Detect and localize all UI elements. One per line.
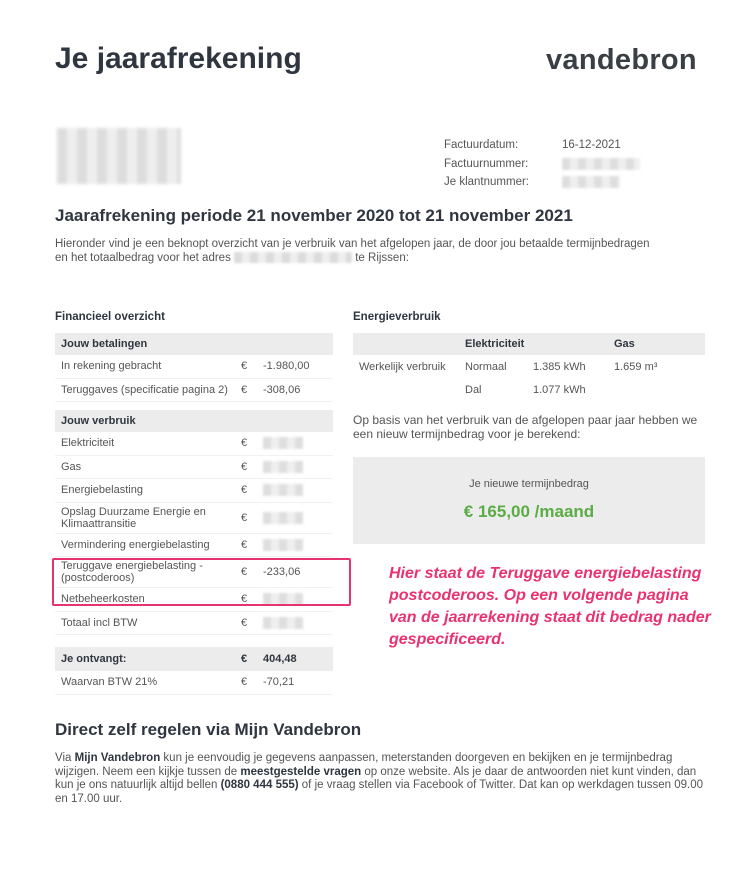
redacted-value — [263, 617, 303, 629]
self-service-heading: Direct zelf regelen via Mijn Vandebron — [55, 720, 362, 739]
vat-label: Waarvan BTW 21% — [61, 676, 158, 689]
table-row: In rekening gebracht € -1.980,00 — [55, 355, 333, 379]
table-row: Dal 1.077 kWh — [465, 383, 586, 396]
table-row: Vermindering energiebelasting € — [55, 534, 333, 558]
invoice-number-row — [444, 158, 640, 177]
col-gas: Gas — [614, 338, 635, 350]
table-row: Elektriciteit € — [55, 432, 333, 456]
invoice-date-row — [444, 139, 640, 158]
redacted-value — [263, 437, 303, 449]
self-service-text: Via Mijn Vandebron kun je eenvoudig je gegevens aanpassen, meterstanden doorgeven en bekijken en je termijnbedrag wijzigen. Neem een kijkje tussen de meestgestelde vragen op onze website. Als je daar de antwoorden niet kunt vinden, dan kun je ons natuurlijk altijd bellen (0880 444 555) of je vraag stellen via Facebook of Twitter. Dat kan op werkdagen tussen 09.00 en 17.00 uur. — [55, 752, 704, 805]
table-row-total: Totaal incl BTW € — [55, 612, 333, 636]
vat-row: Waarvan BTW 21% € -70,21 — [55, 671, 333, 695]
redacted-value — [263, 461, 303, 473]
invoice-date-value: 16-12-2021 — [562, 139, 621, 151]
energy-table — [353, 333, 705, 401]
redacted-customer-number — [562, 176, 620, 188]
financial-heading: Financieel overzicht — [55, 311, 165, 323]
summary-intro — [55, 237, 655, 265]
energy-table-header — [353, 333, 705, 355]
intro-text-before: Hieronder vind je een beknopt overzicht van je verbruik van het afgelopen jaar, de door jou betaalde termijnbedragen en het totaalbedrag voor het adres — [55, 238, 650, 264]
redacted-address — [57, 128, 181, 184]
usage-heading: Jouw verbruik — [55, 410, 333, 432]
table-row-teruggave: Teruggave energiebelasting - (postcoderoos) € -233,06 — [55, 557, 333, 588]
table-row: Werkelijk verbruik Normaal 1.385 kWh 1.659 m³ — [359, 360, 658, 373]
redacted-value — [263, 484, 303, 496]
table-row: Opslag Duurzame Energie en Klimaattransitie € — [55, 503, 333, 534]
table-row: Teruggaves (specificatie pagina 2) € -308,06 — [55, 379, 333, 403]
redacted-address-inline — [234, 252, 352, 263]
new-amount-label: Je nieuwe termijnbedrag — [469, 478, 589, 490]
annotation-text: Hier staat de Teruggave energiebelasting postcoderoos. Op een volgende pagina van de jaarrekening staat dit bedrag nader gespecificeerd. — [389, 565, 711, 648]
invoice-date-label: Factuurdatum: — [444, 139, 519, 151]
faq-text: meestgestelde vragen — [240, 765, 362, 778]
table-row: Netbeheerkosten € — [55, 588, 333, 612]
energy-heading: Energieverbruik — [353, 311, 441, 323]
receive-row: Je ontvangt: € 404,48 — [55, 647, 333, 671]
payments-heading: Jouw betalingen — [55, 333, 333, 355]
vandebron-logo: vandebron — [546, 44, 697, 76]
phone-number: (0880 444 555) — [220, 779, 299, 791]
vat-value: -70,21 — [263, 676, 295, 689]
col-electricity: Elektriciteit — [465, 338, 525, 350]
table-row: Energiebelasting € — [55, 479, 333, 503]
new-amount-box — [353, 457, 705, 544]
summary-heading: Jaarafrekening periode 21 november 2020 tot 21 november 2021 — [55, 206, 573, 225]
energy-usage — [353, 309, 705, 544]
redacted-invoice-number — [562, 158, 640, 170]
page-title: Je jaarafrekening — [55, 42, 302, 75]
new-amount-value: € 165,00 /maand — [463, 502, 595, 521]
table-row: Gas € — [55, 456, 333, 480]
mijn-vandebron-text: Mijn Vandebron — [74, 752, 161, 764]
redacted-value — [263, 539, 303, 551]
invoice-number-label: Factuurnummer: — [444, 157, 529, 170]
customer-number-row — [444, 176, 640, 195]
invoice-meta — [444, 139, 640, 195]
energy-explanation: Op basis van het verbruik van de afgelopen paar jaar hebben we een nieuw termijnbedrag voor je berekend: — [353, 413, 698, 441]
redacted-value — [263, 512, 303, 524]
financial-overview — [55, 309, 333, 695]
receive-label: Je ontvangt: — [61, 653, 127, 665]
customer-number-label: Je klantnummer: — [444, 176, 530, 188]
receive-value: 404,48 — [263, 653, 297, 665]
intro-text-after: te Rijssen: — [355, 252, 409, 264]
highlight-box — [52, 558, 351, 606]
